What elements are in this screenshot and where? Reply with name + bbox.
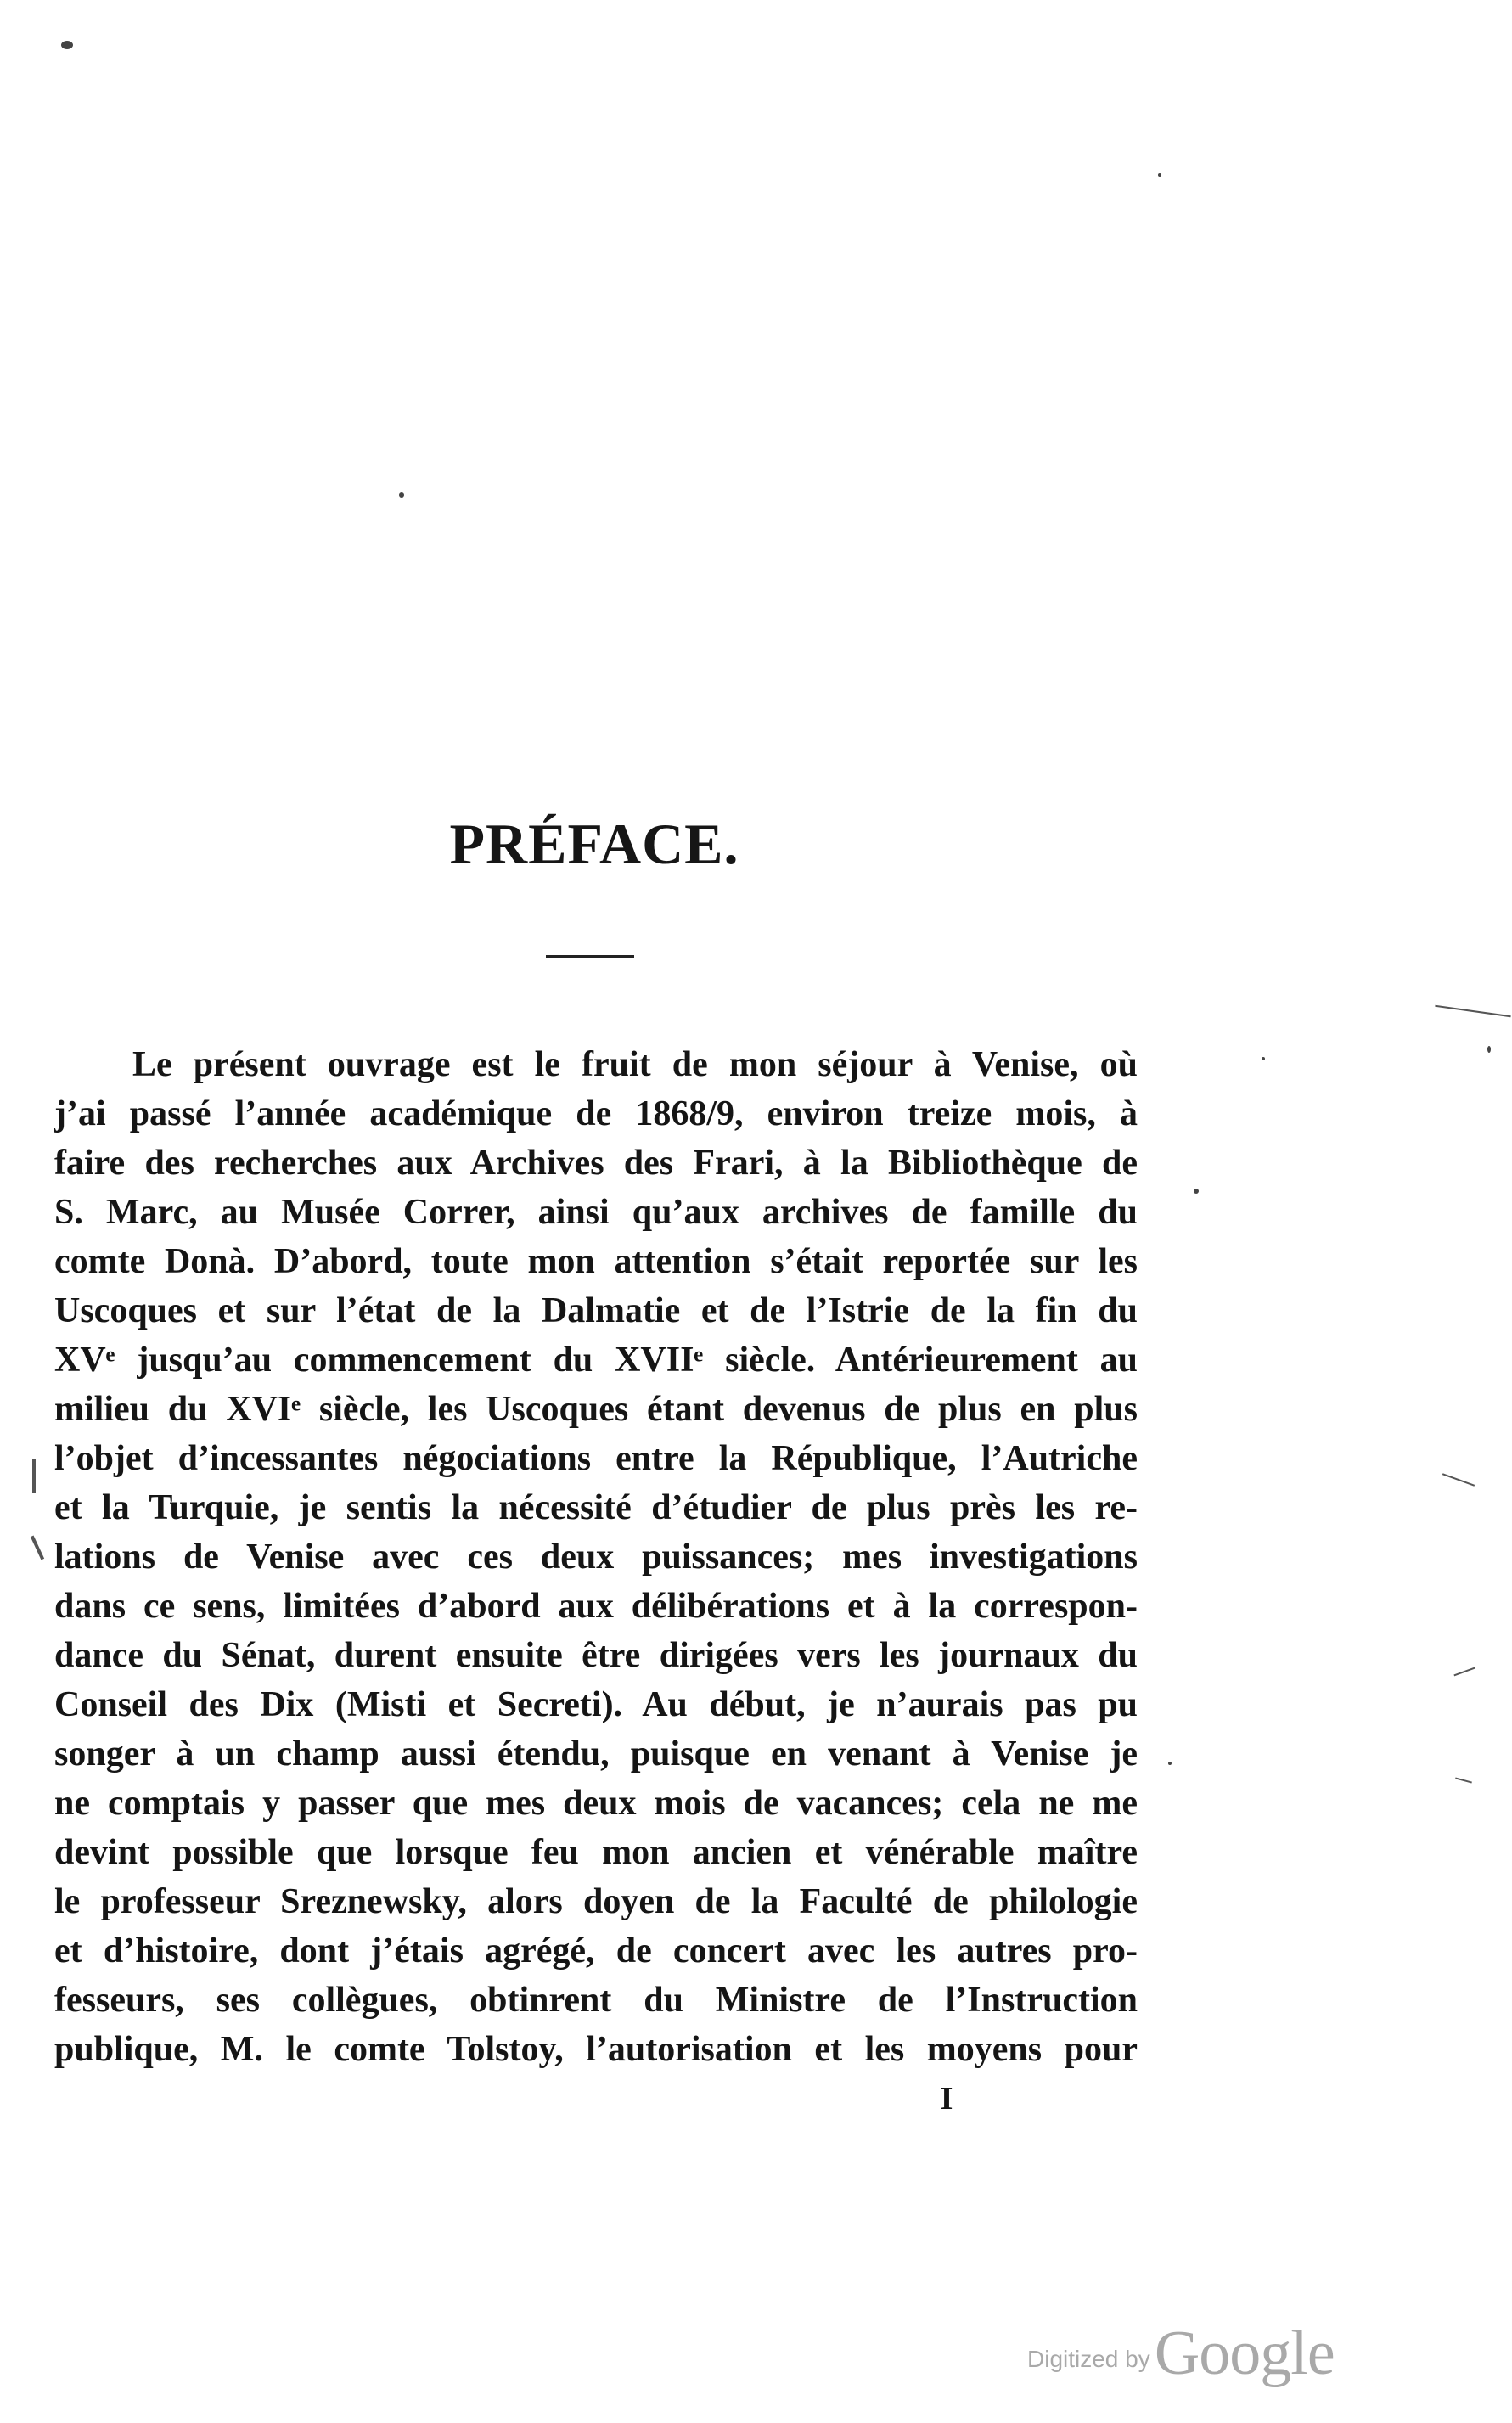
text-line: l’objet d’incessantes négociations entre la République, l’Autriche: [54, 1439, 1138, 1478]
text-line: Uscoques et sur l’état de la Dalmatie et de l’Istrie de la fin du: [54, 1291, 1138, 1330]
title-divider: [546, 955, 634, 958]
scan-mark: [32, 1459, 36, 1493]
scan-speck: [1158, 173, 1161, 177]
text-line: S. Marc, au Musée Correr, ainsi qu’aux archives de famille du: [54, 1193, 1138, 1232]
text-line: j’ai passé l’année académique de 1868/9, environ treize mois, à: [54, 1094, 1138, 1133]
text-line: devint possible que lorsque feu mon ancien et vénérable maître: [54, 1833, 1138, 1872]
text-line: publique, M. le comte Tolstoy, l’autorisation et les moyens pour: [54, 2030, 1138, 2069]
watermark-prefix: Digitized by: [1027, 2346, 1150, 2372]
text-line: dance du Sénat, durent ensuite être dirigées vers les journaux du: [54, 1636, 1138, 1675]
text-line: Conseil des Dix (Misti et Secreti). Au début, je n’aurais pas pu: [54, 1685, 1138, 1724]
scan-speck: [1194, 1189, 1199, 1194]
body-text: [54, 1040, 1138, 2074]
scan-mark: [1442, 1473, 1475, 1487]
text-line: Le présent ouvrage est le fruit de mon séjour à Venise, où: [132, 1045, 1138, 1084]
text-line: dans ce sens, limitées d’abord aux délibérations et à la correspon-: [54, 1587, 1138, 1626]
scan-speck: [1262, 1057, 1265, 1060]
text-line: lations de Venise avec ces deux puissances; mes investigations: [54, 1538, 1138, 1577]
page-title: PRÉFACE.: [449, 812, 739, 876]
text-line: milieu du XVIᵉ siècle, les Uscoques étant devenus de plus en plus: [54, 1390, 1138, 1429]
scan-mark: [1455, 1777, 1472, 1783]
scan-mark: [31, 1536, 44, 1560]
text-line: et d’histoire, dont j’étais agrégé, de concert avec les autres pro-: [54, 1931, 1138, 1970]
scan-mark: [1435, 1005, 1510, 1018]
text-line: comte Donà. D’abord, toute mon attention s’était reportée sur les: [54, 1242, 1138, 1281]
scan-speck: [1487, 1046, 1491, 1053]
digitized-watermark: [1027, 2318, 1367, 2390]
scan-mark: [1453, 1667, 1475, 1677]
text-line: songer à un champ aussi étendu, puisque en venant à Venise je: [54, 1734, 1138, 1774]
scan-speck: [61, 41, 73, 49]
text-line: faire des recherches aux Archives des Frari, à la Bibliothèque de: [54, 1144, 1138, 1183]
scan-speck: [399, 492, 404, 498]
text-line: ne comptais y passer que mes deux mois de vacances; cela ne me: [54, 1784, 1138, 1823]
signature-mark: I: [940, 2081, 953, 2117]
google-logo: Google: [1154, 2319, 1335, 2388]
text-line: et la Turquie, je sentis la nécessité d’étudier de plus près les re-: [54, 1488, 1138, 1527]
text-line: XVᵉ jusqu’au commencement du XVIIᵉ siècle. Antérieurement au: [54, 1341, 1138, 1380]
scan-speck: [1168, 1762, 1172, 1765]
text-line: fesseurs, ses collègues, obtinrent du Ministre de l’Instruction: [54, 1981, 1138, 2020]
text-line: le professeur Sreznewsky, alors doyen de la Faculté de philologie: [54, 1882, 1138, 1921]
